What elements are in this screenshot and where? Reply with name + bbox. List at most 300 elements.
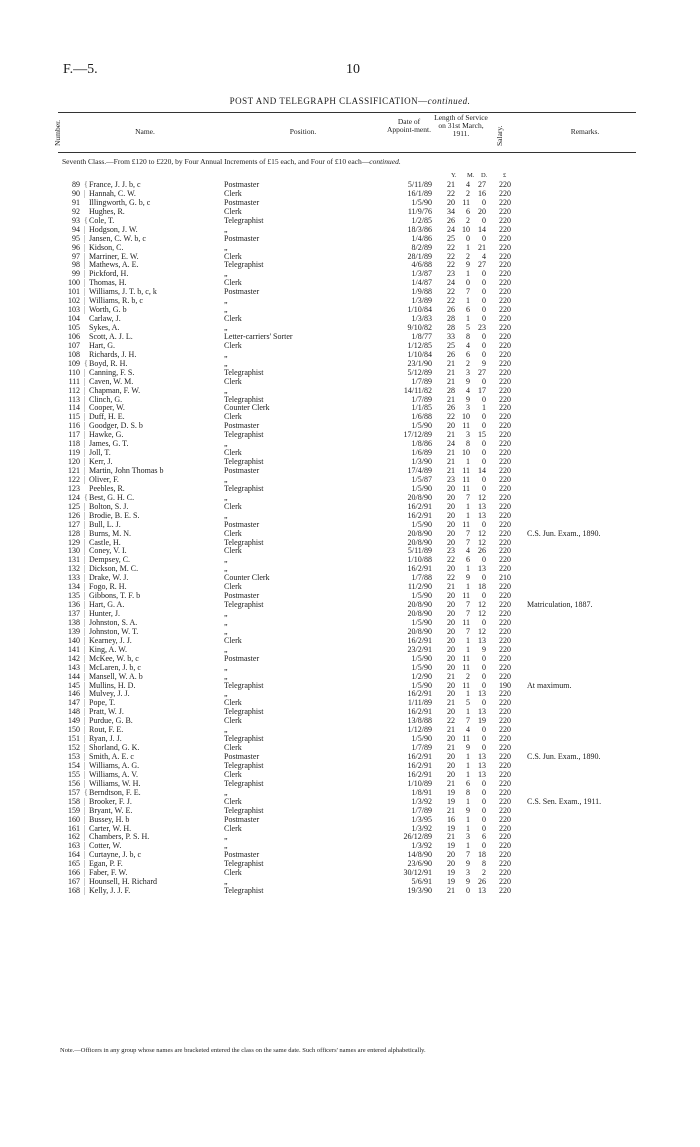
row-number: 108 xyxy=(68,349,80,359)
service-years: 22 xyxy=(447,573,455,583)
salary: 220 xyxy=(499,725,511,735)
appointment-date: 1/10/84 xyxy=(407,305,432,315)
row-number: 105 xyxy=(68,323,80,332)
service-years: 19 xyxy=(447,787,455,797)
employee-name: Illingworth, G. b, c xyxy=(89,197,151,207)
bracket-mark: | xyxy=(84,841,86,851)
service-days: 23 xyxy=(478,323,486,332)
service-months: 1 xyxy=(466,760,470,770)
service-years: 22 xyxy=(447,260,455,270)
appointment-date: 28/1/89 xyxy=(407,251,432,261)
bracket-mark: | xyxy=(84,823,86,833)
bracket-mark: | xyxy=(84,743,86,753)
position: Telegraphist xyxy=(224,805,264,815)
bracket-mark: | xyxy=(84,421,86,431)
appointment-date: 20/8/90 xyxy=(407,600,432,610)
appointment-date: 9/10/82 xyxy=(407,323,432,332)
position: „ xyxy=(224,510,228,520)
employee-name: Jansen, C. W. b, c xyxy=(89,233,146,243)
bracket-mark: { xyxy=(84,358,88,368)
service-months: 1 xyxy=(466,564,470,574)
bracket-mark: | xyxy=(84,537,86,547)
service-months: 1 xyxy=(466,457,470,467)
service-days: 14 xyxy=(478,224,486,234)
salary: 190 xyxy=(499,680,511,690)
salary: 220 xyxy=(499,716,511,726)
row-number: 130 xyxy=(68,546,80,556)
bracket-mark: | xyxy=(84,671,86,681)
employee-name: Kerr, J. xyxy=(89,457,113,467)
service-years: 22 xyxy=(447,188,455,198)
service-years: 22 xyxy=(447,555,455,565)
employee-name: Mulvey, J. J. xyxy=(89,689,130,699)
bracket-mark: | xyxy=(84,886,86,896)
employee-name: Shorland, G. K. xyxy=(89,743,140,753)
employee-name: Williams, J. T. b, c, k xyxy=(89,287,157,297)
title-text: POST AND TELEGRAPH CLASSIFICATION— xyxy=(229,96,428,106)
appointment-date: 1/7/89 xyxy=(411,743,432,753)
position: Telegraphist xyxy=(224,600,264,610)
service-years: 21 xyxy=(447,582,455,592)
employee-name: Williams, A. G. xyxy=(89,760,140,770)
position: „ xyxy=(224,492,228,502)
service-years: 20 xyxy=(447,617,455,627)
service-months: 11 xyxy=(462,591,470,601)
appointment-date: 1/10/88 xyxy=(407,555,432,565)
appointment-date: 5/11/89 xyxy=(407,180,432,189)
service-months: 1 xyxy=(466,769,470,779)
service-days: 0 xyxy=(482,457,486,467)
salary: 220 xyxy=(499,617,511,627)
salary: 220 xyxy=(499,859,511,869)
row-number: 115 xyxy=(68,412,80,422)
employee-name: Hart, G. xyxy=(89,340,115,350)
position: Clerk xyxy=(224,448,242,458)
salary: 220 xyxy=(499,868,511,878)
service-days: 12 xyxy=(478,537,486,547)
position: Telegraphist xyxy=(224,886,264,896)
employee-name: Marriner, E. W. xyxy=(89,251,139,261)
column-header-date: Date of Appoint-ment. xyxy=(387,117,431,134)
service-months: 2 xyxy=(466,358,470,368)
employee-name: Carlaw, J. xyxy=(89,314,121,324)
salary: 220 xyxy=(499,278,511,288)
service-days: 12 xyxy=(478,609,486,618)
employee-name: Carter, W. H. xyxy=(89,823,132,833)
service-years: 33 xyxy=(447,331,455,341)
row-number: 148 xyxy=(68,707,80,717)
service-days: 0 xyxy=(482,787,486,797)
service-months: 7 xyxy=(466,287,470,297)
service-days: 12 xyxy=(478,528,486,538)
service-months: 0 xyxy=(466,278,470,288)
appointment-date: 1/8/91 xyxy=(411,787,432,797)
service-days: 27 xyxy=(478,180,486,189)
class-heading xyxy=(62,157,642,166)
service-months: 3 xyxy=(466,367,470,377)
employee-name: Williams, R. b, c xyxy=(89,296,143,306)
service-years: 20 xyxy=(447,537,455,547)
service-months: 3 xyxy=(466,430,470,440)
salary: 220 xyxy=(499,430,511,440)
service-days: 0 xyxy=(482,233,486,243)
row-number: 90 xyxy=(72,188,80,198)
service-months: 1 xyxy=(466,707,470,717)
position: Postmaster xyxy=(224,180,260,189)
pound-label: £ xyxy=(503,172,507,179)
service-days: 16 xyxy=(478,188,486,198)
remarks: C.S. Jun. Exam., 1890. xyxy=(527,752,601,761)
row-number: 104 xyxy=(68,314,80,324)
service-months: 1 xyxy=(466,296,470,306)
service-years: 21 xyxy=(447,430,455,440)
service-months: 6 xyxy=(466,349,470,359)
salary: 220 xyxy=(499,457,511,467)
bracket-mark: | xyxy=(84,635,86,645)
employee-name: Cotter, W. xyxy=(89,841,122,851)
salary: 220 xyxy=(499,707,511,717)
service-months: 11 xyxy=(462,519,470,529)
bracket-mark: | xyxy=(84,796,86,806)
position: Telegraphist xyxy=(224,394,264,404)
classification-table xyxy=(0,181,700,896)
row-number: 114 xyxy=(68,403,80,413)
position: Clerk xyxy=(224,412,242,422)
bracket-mark: | xyxy=(84,501,86,511)
salary: 220 xyxy=(499,197,511,207)
position: Clerk xyxy=(224,698,242,708)
service-years: 28 xyxy=(447,323,455,332)
appointment-date: 1/5/90 xyxy=(411,197,432,207)
position: Clerk xyxy=(224,823,242,833)
service-months: 9 xyxy=(466,376,470,386)
position: Telegraphist xyxy=(224,457,264,467)
service-months: 1 xyxy=(466,814,470,824)
service-months: 1 xyxy=(466,841,470,851)
position: Clerk xyxy=(224,314,242,324)
column-header-salary xyxy=(494,116,508,148)
service-days: 13 xyxy=(478,501,486,511)
employee-name: Cooper, W. xyxy=(89,403,125,413)
service-days: 0 xyxy=(482,278,486,288)
bracket-mark: | xyxy=(84,242,86,252)
bracket-mark: | xyxy=(84,555,86,565)
position: Telegraphist xyxy=(224,367,264,377)
position: „ xyxy=(224,841,228,851)
employee-name: Johnston, S. A. xyxy=(89,617,138,627)
class-heading-text: Seventh Class.—From £120 to £220, by Four Annual Increments of £15 each, and Four of £10 each— xyxy=(62,157,370,166)
salary: 220 xyxy=(499,474,511,484)
bracket-mark: | xyxy=(84,698,86,708)
service-days: 13 xyxy=(478,886,486,896)
appointment-date: 20/8/90 xyxy=(407,528,432,538)
appointment-date: 1/3/83 xyxy=(411,314,432,324)
salary: 220 xyxy=(499,412,511,422)
salary: 220 xyxy=(499,591,511,601)
appointment-date: 30/12/91 xyxy=(403,868,432,878)
employee-name: Coney, V. I. xyxy=(89,546,127,556)
row-number: 126 xyxy=(68,510,80,520)
position: Telegraphist xyxy=(224,734,264,744)
appointment-date: 1/4/87 xyxy=(411,278,432,288)
bracket-mark: | xyxy=(84,716,86,726)
position: „ xyxy=(224,358,228,368)
service-days: 9 xyxy=(482,358,486,368)
appointment-date: 16/2/91 xyxy=(407,707,432,717)
appointment-date: 20/8/90 xyxy=(407,492,432,502)
row-number: 93 xyxy=(72,215,80,225)
service-days: 13 xyxy=(478,707,486,717)
service-years: 21 xyxy=(447,394,455,404)
bracket-mark: | xyxy=(84,403,86,413)
appointment-date: 1/7/89 xyxy=(411,394,432,404)
employee-name: Rout, F. E. xyxy=(89,725,124,735)
service-days: 0 xyxy=(482,555,486,565)
position: Postmaster xyxy=(224,421,260,431)
remarks: C.S. Sen. Exam., 1911. xyxy=(527,796,602,806)
appointment-date: 11/2/90 xyxy=(407,582,432,592)
position: Telegraphist xyxy=(224,760,264,770)
row-number: 121 xyxy=(68,466,80,475)
service-months: 6 xyxy=(466,778,470,788)
salary: 220 xyxy=(499,439,511,449)
employee-name: Joll, T. xyxy=(89,448,111,458)
service-years: 24 xyxy=(447,278,455,288)
bracket-mark: | xyxy=(84,653,86,663)
row-number: 113 xyxy=(68,394,80,404)
salary: 220 xyxy=(499,528,511,538)
service-years: 28 xyxy=(447,314,455,324)
salary: 220 xyxy=(499,287,511,297)
appointment-date: 1/2/85 xyxy=(411,215,432,225)
service-days: 0 xyxy=(482,680,486,690)
salary: 220 xyxy=(499,609,511,618)
salary: 220 xyxy=(499,385,511,395)
service-days: 0 xyxy=(482,591,486,601)
employee-name: Purdue, G. B. xyxy=(89,716,133,726)
service-years: 21 xyxy=(447,832,455,842)
row-number: 89 xyxy=(72,180,80,189)
service-months: 1 xyxy=(466,689,470,699)
salary: 220 xyxy=(499,760,511,770)
appointment-date: 16/2/91 xyxy=(407,564,432,574)
salary: 220 xyxy=(499,555,511,565)
appointment-date: 1/3/89 xyxy=(411,296,432,306)
bracket-mark: | xyxy=(84,734,86,744)
employee-name: Mullins, H. D. xyxy=(89,680,136,690)
position: „ xyxy=(224,725,228,735)
position: „ xyxy=(224,877,228,887)
position: „ xyxy=(224,832,228,842)
service-months: 0 xyxy=(466,233,470,243)
employee-name: Mathews, A. E. xyxy=(89,260,139,270)
service-days: 0 xyxy=(482,215,486,225)
service-years: 20 xyxy=(447,600,455,610)
employee-name: Kelly, J. J. F. xyxy=(89,886,131,896)
row-number: 123 xyxy=(68,483,80,493)
service-months: 7 xyxy=(466,626,470,636)
appointment-date: 1/3/92 xyxy=(411,796,432,806)
service-months: 11 xyxy=(462,474,470,484)
position: „ xyxy=(224,242,228,252)
service-days: 0 xyxy=(482,698,486,708)
salary: 220 xyxy=(499,582,511,592)
service-years: 26 xyxy=(447,305,455,315)
row-number: 140 xyxy=(68,635,80,645)
service-days: 0 xyxy=(482,743,486,753)
employee-name: Williams, A. V. xyxy=(89,769,138,779)
position: „ xyxy=(224,671,228,681)
salary: 220 xyxy=(499,188,511,198)
row-number: 92 xyxy=(72,206,80,216)
row-number: 152 xyxy=(68,743,80,753)
employee-name: James, G. T. xyxy=(89,439,129,449)
appointment-date: 16/2/91 xyxy=(407,510,432,520)
column-header-number xyxy=(52,116,66,148)
service-months: 10 xyxy=(462,448,470,458)
salary: 220 xyxy=(499,340,511,350)
service-months: 1 xyxy=(466,582,470,592)
appointment-date: 1/8/77 xyxy=(411,331,432,341)
service-months: 11 xyxy=(462,421,470,431)
salary: 220 xyxy=(499,778,511,788)
appointment-date: 1/7/89 xyxy=(411,805,432,815)
position: „ xyxy=(224,662,228,672)
salary: 220 xyxy=(499,850,511,860)
employee-name: Hodgson, J. W. xyxy=(89,224,138,234)
service-years: 34 xyxy=(447,206,455,216)
employee-name: King, A. W. xyxy=(89,644,128,654)
remarks: Matriculation, 1887. xyxy=(527,600,593,610)
salary: 220 xyxy=(499,519,511,529)
service-days: 19 xyxy=(478,716,486,726)
service-years: 20 xyxy=(447,689,455,699)
appointment-date: 1/5/90 xyxy=(411,734,432,744)
service-days: 13 xyxy=(478,752,486,761)
position: „ xyxy=(224,787,228,797)
service-years: 23 xyxy=(447,474,455,484)
service-months: 8 xyxy=(466,331,470,341)
position: Telegraphist xyxy=(224,537,264,547)
service-years: 28 xyxy=(447,385,455,395)
position: Telegraphist xyxy=(224,260,264,270)
service-days: 0 xyxy=(482,823,486,833)
salary: 220 xyxy=(499,626,511,636)
employee-name: Berndtson, F. E. xyxy=(89,787,141,797)
bracket-mark: | xyxy=(84,769,86,779)
bracket-mark: | xyxy=(84,287,86,297)
salary: 220 xyxy=(499,805,511,815)
row-number: 95 xyxy=(72,233,80,243)
service-days: 0 xyxy=(482,805,486,815)
salary: 220 xyxy=(499,501,511,511)
service-years: 19 xyxy=(447,823,455,833)
appointment-date: 1/5/90 xyxy=(411,591,432,601)
salary: 220 xyxy=(499,814,511,824)
position: Telegraphist xyxy=(224,430,264,440)
salary: 220 xyxy=(499,224,511,234)
service-days: 0 xyxy=(482,796,486,806)
row-number: 168 xyxy=(68,886,80,896)
row-number: 107 xyxy=(68,340,80,350)
employee-name: Bull, L. J. xyxy=(89,519,121,529)
bracket-mark: | xyxy=(84,778,86,788)
service-days: 12 xyxy=(478,600,486,610)
employee-name: Hawke, G. xyxy=(89,430,124,440)
service-days: 0 xyxy=(482,269,486,279)
employee-name: Pratt, W. J. xyxy=(89,707,124,717)
bracket-mark: | xyxy=(84,448,86,458)
position: Telegraphist xyxy=(224,778,264,788)
service-years: 23 xyxy=(447,269,455,279)
employee-name: Ryan, J. J. xyxy=(89,734,122,744)
position: „ xyxy=(224,474,228,484)
row-number: 164 xyxy=(68,850,80,860)
row-number: 98 xyxy=(72,260,80,270)
service-months: 1 xyxy=(466,314,470,324)
appointment-date: 1/5/90 xyxy=(411,519,432,529)
service-years: 20 xyxy=(447,680,455,690)
position: Counter Clerk xyxy=(224,573,270,583)
service-days: 0 xyxy=(482,296,486,306)
service-days: 17 xyxy=(478,385,486,395)
employee-name: Hunter, J. xyxy=(89,609,121,618)
salary: 220 xyxy=(499,314,511,324)
appointment-date: 16/2/91 xyxy=(407,760,432,770)
bracket-mark: | xyxy=(84,707,86,717)
bracket-mark: | xyxy=(84,591,86,601)
service-months: 6 xyxy=(466,305,470,315)
appointment-date: 1/1/85 xyxy=(411,403,432,413)
bracket-mark: | xyxy=(84,644,86,654)
salary: 220 xyxy=(499,448,511,458)
row-number: 109 xyxy=(68,358,80,368)
employee-name: Thomas, H. xyxy=(89,278,127,288)
service-days: 0 xyxy=(482,349,486,359)
service-days: 13 xyxy=(478,635,486,645)
bracket-mark: | xyxy=(84,617,86,627)
service-years: 20 xyxy=(447,501,455,511)
service-years: 20 xyxy=(447,653,455,663)
service-days: 18 xyxy=(478,582,486,592)
row-number: 91 xyxy=(72,197,80,207)
employee-name: Williams, W. H. xyxy=(89,778,141,788)
service-days: 0 xyxy=(482,314,486,324)
appointment-date: 16/2/91 xyxy=(407,501,432,511)
employee-name: Cole, T. xyxy=(89,215,115,225)
position: „ xyxy=(224,323,228,332)
bracket-mark: { xyxy=(84,215,88,225)
bracket-mark: | xyxy=(84,564,86,574)
bracket-mark: { xyxy=(84,180,88,189)
service-months: 1 xyxy=(466,752,470,761)
employee-name: Canning, F. S. xyxy=(89,367,135,377)
row-number: 111 xyxy=(68,376,80,386)
service-years: 20 xyxy=(447,197,455,207)
row-number: 100 xyxy=(68,278,80,288)
salary: 220 xyxy=(499,698,511,708)
bracket-mark: | xyxy=(84,752,86,761)
service-months: 1 xyxy=(466,635,470,645)
service-years: 20 xyxy=(447,519,455,529)
service-years: 23 xyxy=(447,546,455,556)
employee-name: Pope, T. xyxy=(89,698,116,708)
employee-name: McKee, W. b, c xyxy=(89,653,139,663)
service-years: 21 xyxy=(447,743,455,753)
service-years: 19 xyxy=(447,841,455,851)
bracket-mark: | xyxy=(84,385,86,395)
service-days: 0 xyxy=(482,421,486,431)
